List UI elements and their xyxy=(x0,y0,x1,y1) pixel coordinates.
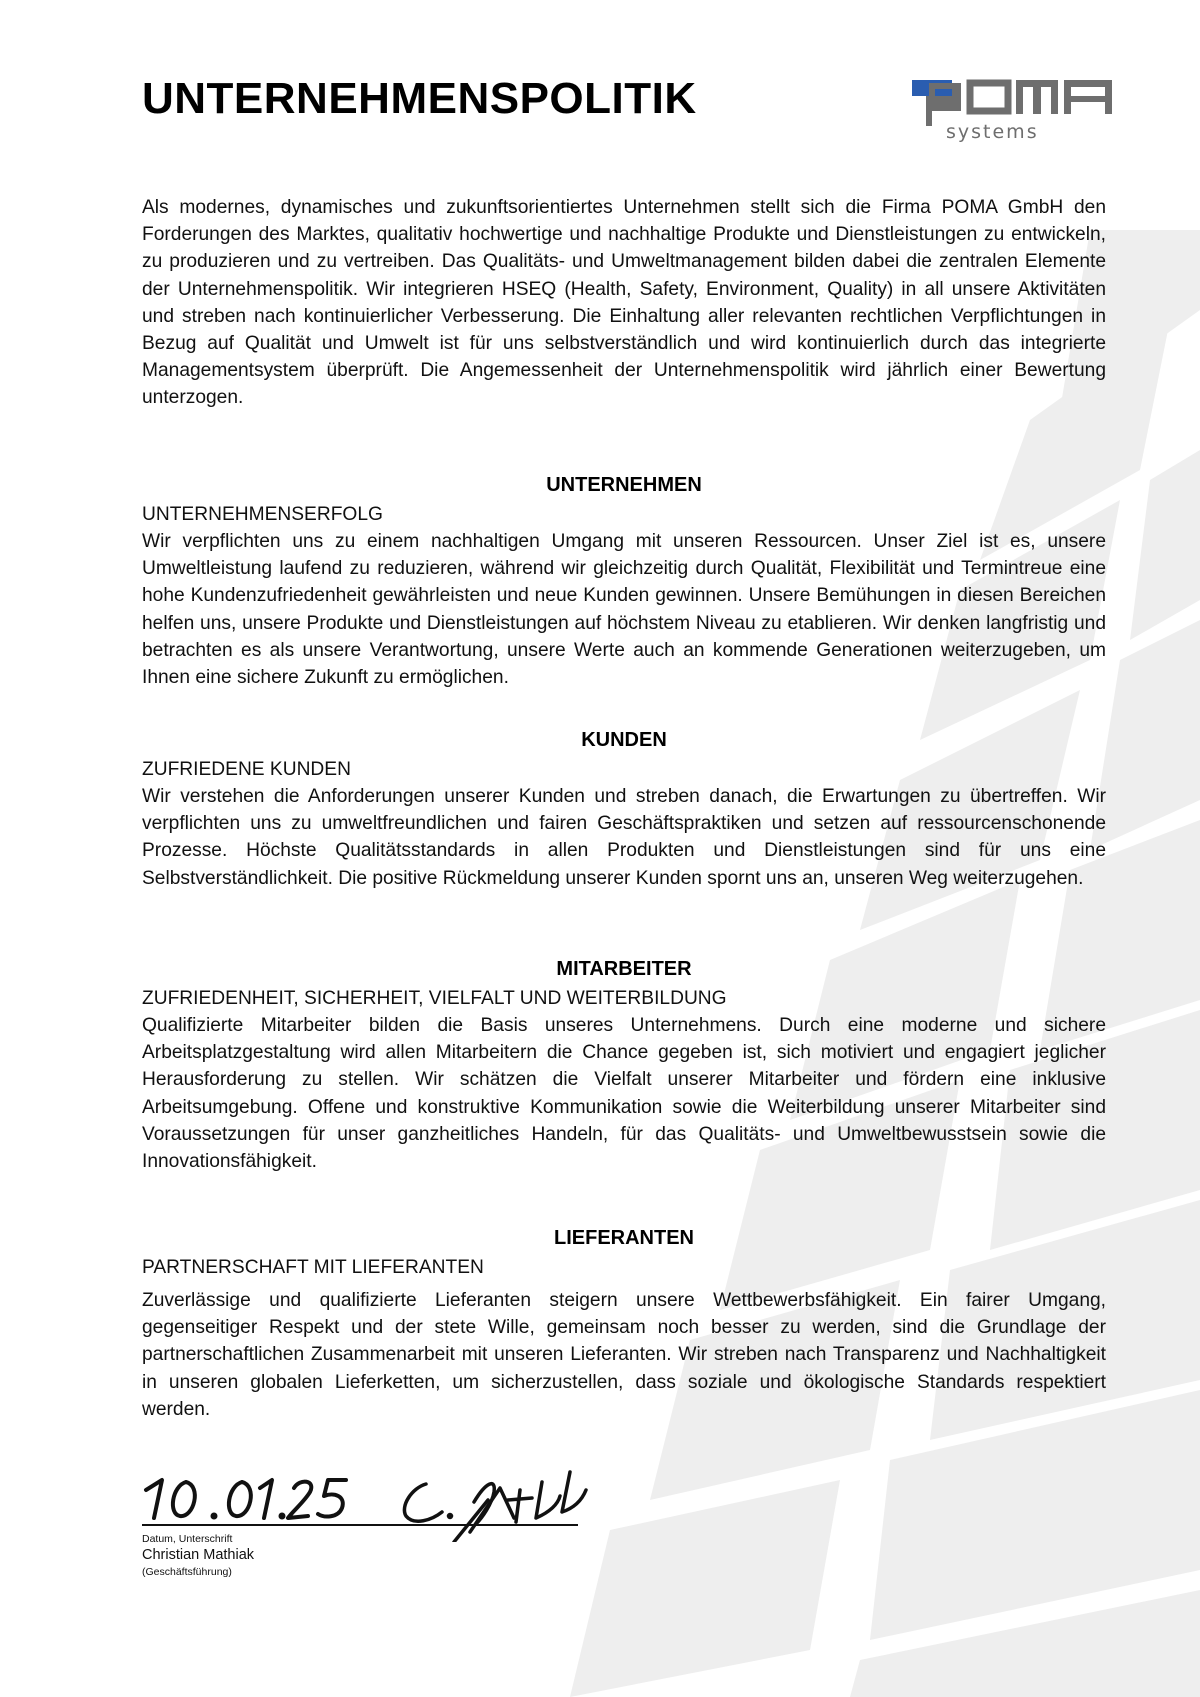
section-lieferanten xyxy=(142,1224,1106,1423)
poma-systems-logo xyxy=(908,78,1114,144)
section-body: Wir verstehen die Anforderungen unserer Kunden und streben danach, die Erwartungen zu übertreffen. Wir verpflichten uns zu umweltfreundlichen und fairen Geschäftspraktiken und setzen auf ressourcenschonende Prozesse. Höchste Qualitätsstandards in allen Produkten und Dienstleistungen sind für uns eine Selbstverständlichkeit. Die positive Rückmeldung unserer Kunden spornt uns an, unseren Weg weiterzugehen. xyxy=(142,786,1106,889)
section-subheading: ZUFRIEDENHEIT, SICHERHEIT, VIELFALT UND WEITERBILDUNG xyxy=(142,988,727,1009)
section-subheading: PARTNERSCHAFT MIT LIEFERANTEN xyxy=(142,1257,484,1278)
signature-block xyxy=(142,1452,622,1578)
section-heading: UNTERNEHMEN xyxy=(546,474,702,496)
signatory-role: (Geschäftsführung) xyxy=(142,1566,232,1578)
section-body: Qualifizierte Mitarbeiter bilden die Basis unseres Unternehmens. Durch eine moderne und sichere Arbeitsplatzgestaltung wird allen Mitarbeitern die Chance gegeben ist, sich motiviert und engagiert jeglicher Herausforderung zu stellen. Wir schätzen die Vielfalt unserer Mitarbeiter und fördern eine inklusive Arbeitsumgebung. Offene und konstruktive Kommunikation sowie die Weiterbildung unserer Mitarbeiter sind Voraussetzungen für unser ganzheitliches Handeln, für das Qualitäts- und Umweltbewusstsein sowie die Innovationsfähigkeit. xyxy=(142,1015,1106,1173)
section-kunden xyxy=(142,726,1106,892)
section-body: Wir verpflichten uns zu einem nachhaltigen Umgang mit unseren Ressourcen. Unser Ziel ist es, unsere Umweltleistung laufend zu reduzieren, während wir gleichzeitig durch Qualität, Flexibilität und Termintreue eine hohe Kundenzufriedenheit gewährleisten und neue Kunden gewinnen. Unsere Bemühungen in diesen Bereichen helfen uns, unsere Produkte und Dienstleistungen auf höchstem Niveau zu etablieren. Wir denken langfristig und betrachten es als unsere Verantwortung, unsere Werte auch an kommende Generationen weiterzugeben, um Ihnen eine sichere Zukunft zu ermöglichen. xyxy=(142,531,1106,689)
signature-caption: Datum, Unterschrift xyxy=(142,1533,233,1545)
section-body: Zuverlässige und qualifizierte Lieferanten steigern unsere Wettbewerbsfähigkeit. Ein fairer Umgang, gegenseitiger Respekt und der stete Wille, gemeinsam noch besser zu werden, sind die Grundlage der partnerschaftlichen Zusammenarbeit mit unseren Lieferanten. Wir streben nach Transparenz und Nachhaltigkeit in unseren globalen Lieferketten, um sicherzustellen, dass soziale und ökologische Standards respektiert werden. xyxy=(142,1290,1106,1420)
handwritten-date xyxy=(142,1452,352,1522)
logo-subtext: systems xyxy=(946,121,1039,143)
section-unternehmen xyxy=(142,471,1106,691)
section-heading: KUNDEN xyxy=(581,729,667,751)
handwritten-signature xyxy=(392,1442,607,1542)
document-title: UNTERNEHMENSPOLITIK xyxy=(142,74,697,123)
intro-paragraph: Als modernes, dynamisches und zukunftsorientiertes Unternehmen stellt sich die Firma POMA GmbH den Forderungen des Marktes, qualitativ hochwertige und nachhaltige Produkte und Dienstleistungen zu entwickeln, zu produzieren und zu vertreiben. Das Qualitäts- und Umweltmanagement bilden dabei die zentralen Elemente der Unternehmenspolitik. Wir integrieren HSEQ (Health, Safety, Environment, Quality) in all unsere Aktivitäten und streben nach kontinuierlicher Verbesserung. Die Einhaltung aller relevanten rechtlichen Verpflichtungen in Bezug auf Qualität und Umwelt ist für uns selbstverständlich und wird kontinuierlich durch das integrierte Managementsystem überprüft. Die Angemessenheit der Unternehmenspolitik wird jährlich einer Bewertung unterzogen. xyxy=(142,197,1106,409)
signature-line xyxy=(142,1524,578,1526)
section-mitarbeiter xyxy=(142,955,1106,1175)
section-subheading: UNTERNEHMENSERFOLG xyxy=(142,504,383,525)
section-heading: MITARBEITER xyxy=(556,958,692,980)
section-subheading: ZUFRIEDENE KUNDEN xyxy=(142,759,351,780)
section-heading: LIEFERANTEN xyxy=(554,1227,694,1249)
signatory-name: Christian Mathiak xyxy=(142,1547,255,1563)
